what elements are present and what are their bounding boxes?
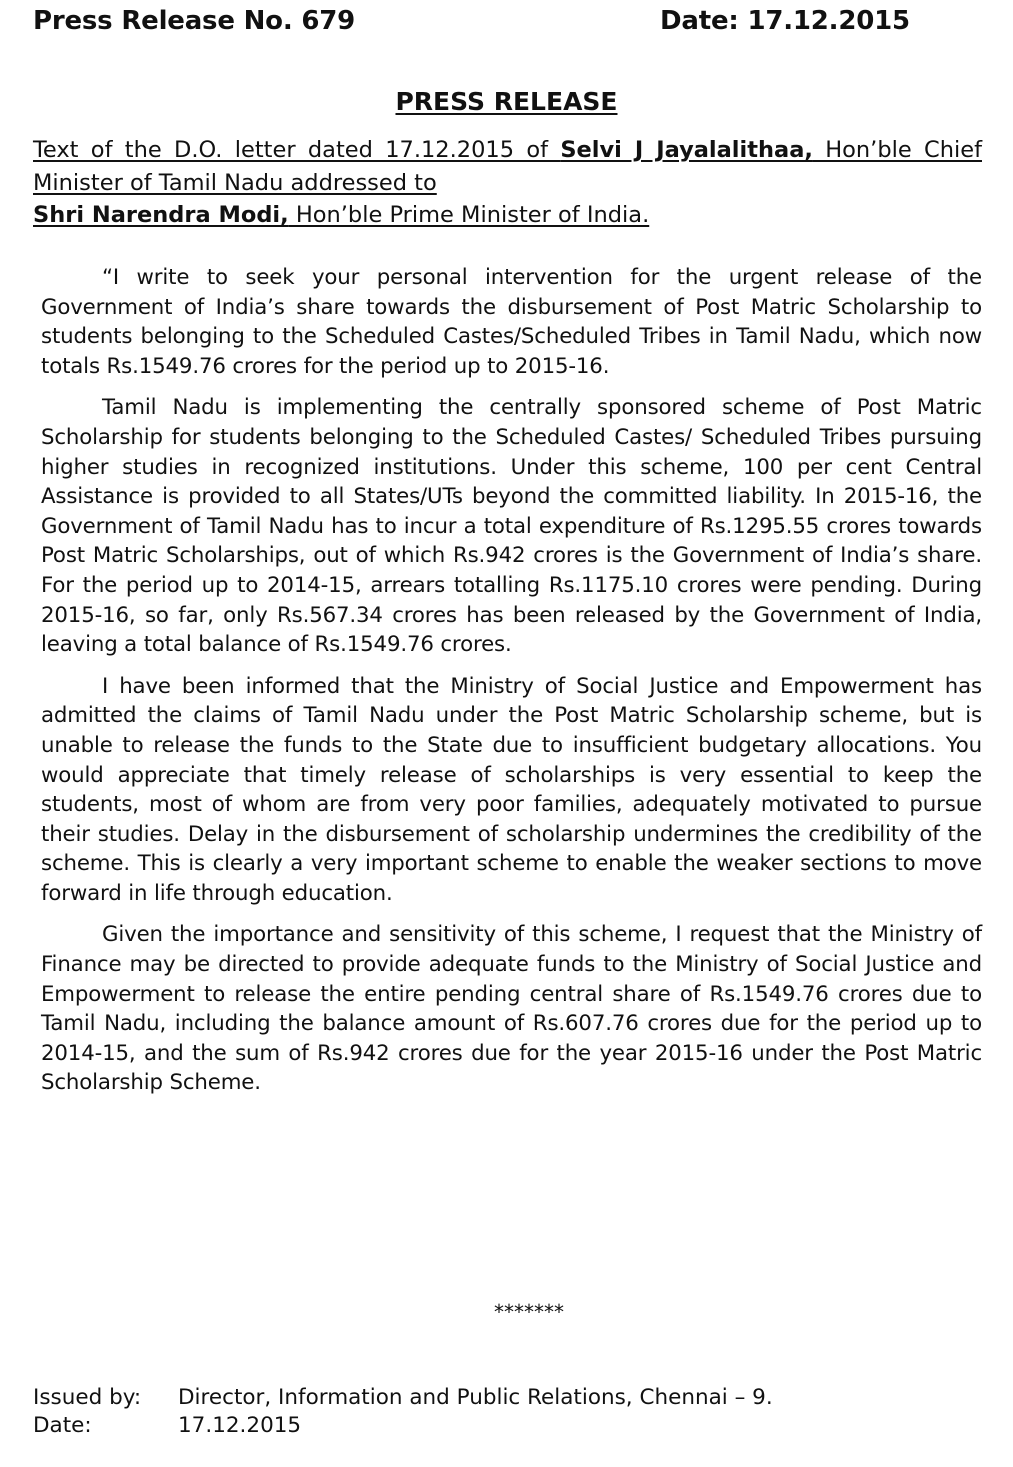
page-title bbox=[0, 87, 1013, 116]
release-date: Date: 17.12.2015 bbox=[660, 6, 910, 36]
footer-date-value: 17.12.2015 bbox=[178, 1413, 302, 1438]
letter-body bbox=[41, 263, 982, 1110]
recipient-name: Shri Narendra Modi, bbox=[33, 202, 289, 228]
paragraph-3: I have been informed that the Ministry of Social Justice and Empowerment has admitted the claims of Tamil Nadu under the Post Matric Scholarship scheme, but is unable to release the funds to the State due to insufficient budgetary allocations. You would appreciate that timely release of scholarships is very essential to keep the students, most of whom are from very poor families, adequately motivated to pursue their studies. Delay in the disbursement of scholarship undermines the credibility of the scheme. This is clearly a very important scheme to enable the weaker sections to move forward in life through education. bbox=[41, 673, 982, 906]
intro-part-3: Hon’ble Prime Minister of India. bbox=[288, 202, 650, 228]
paragraph-4: Given the importance and sensitivity of this scheme, I request that the Ministry of Finance may be directed to provide adequate funds to the Ministry of Social Justice and Empowerment to release the entire pending central share of Rs.1549.76 crores due to Tamil Nadu, including the balance amount of Rs.607.76 crores due for the period up to 2014-15, and the sum of Rs.942 crores due for the year 2015-16 under the Post Matric Scholarship Scheme. bbox=[41, 922, 982, 1096]
issued-by-value: Director, Information and Public Relations, Chennai – 9. bbox=[178, 1385, 773, 1410]
page-title-text: PRESS RELEASE bbox=[395, 87, 618, 116]
separator: ******* bbox=[494, 1300, 564, 1324]
intro-part-2: Hon’ble Chief Minister of Tamil Nadu addressed to bbox=[33, 137, 982, 196]
intro-heading bbox=[33, 134, 982, 232]
footer-date-label: Date: bbox=[33, 1413, 92, 1438]
paragraph-2: Tamil Nadu is implementing the centrally sponsored scheme of Post Matric Scholarship for students belonging to the Scheduled Castes/ Scheduled Tribes pursuing higher studies in recognized institutions. Under this scheme, 100 per cent Central Assistance is provided to all States/UTs beyond the committed liability. In 2015-16, the Government of Tamil Nadu has to incur a total expenditure of Rs.1295.55 crores towards Post Matric Scholarships, out of which Rs.942 crores is the Government of India’s share. For the period up to 2014-15, arrears totalling Rs.1175.10 crores were pending. During 2015-16, so far, only Rs.567.34 crores has been released by the Government of India, leaving a total balance of Rs.1549.76 crores. bbox=[41, 395, 982, 658]
sender-name: Selvi J Jayalalithaa, bbox=[560, 137, 813, 163]
issued-by-label: Issued by: bbox=[33, 1385, 142, 1410]
issued-by-row bbox=[33, 1384, 773, 1412]
footer bbox=[33, 1384, 773, 1440]
paragraph-1: “I write to seek your personal intervention for the urgent release of the Government of India’s share towards the disbursement of Post Matric Scholarship to students belonging to the Scheduled Castes/Scheduled Tribes in Tamil Nadu, which now totals Rs.1549.76 crores for the period up to 2015-16. bbox=[41, 265, 982, 379]
intro-part-1: Text of the D.O. letter dated 17.12.2015 of bbox=[33, 137, 561, 163]
press-release-number: Press Release No. 679 bbox=[33, 6, 356, 36]
footer-date-row bbox=[33, 1412, 773, 1440]
